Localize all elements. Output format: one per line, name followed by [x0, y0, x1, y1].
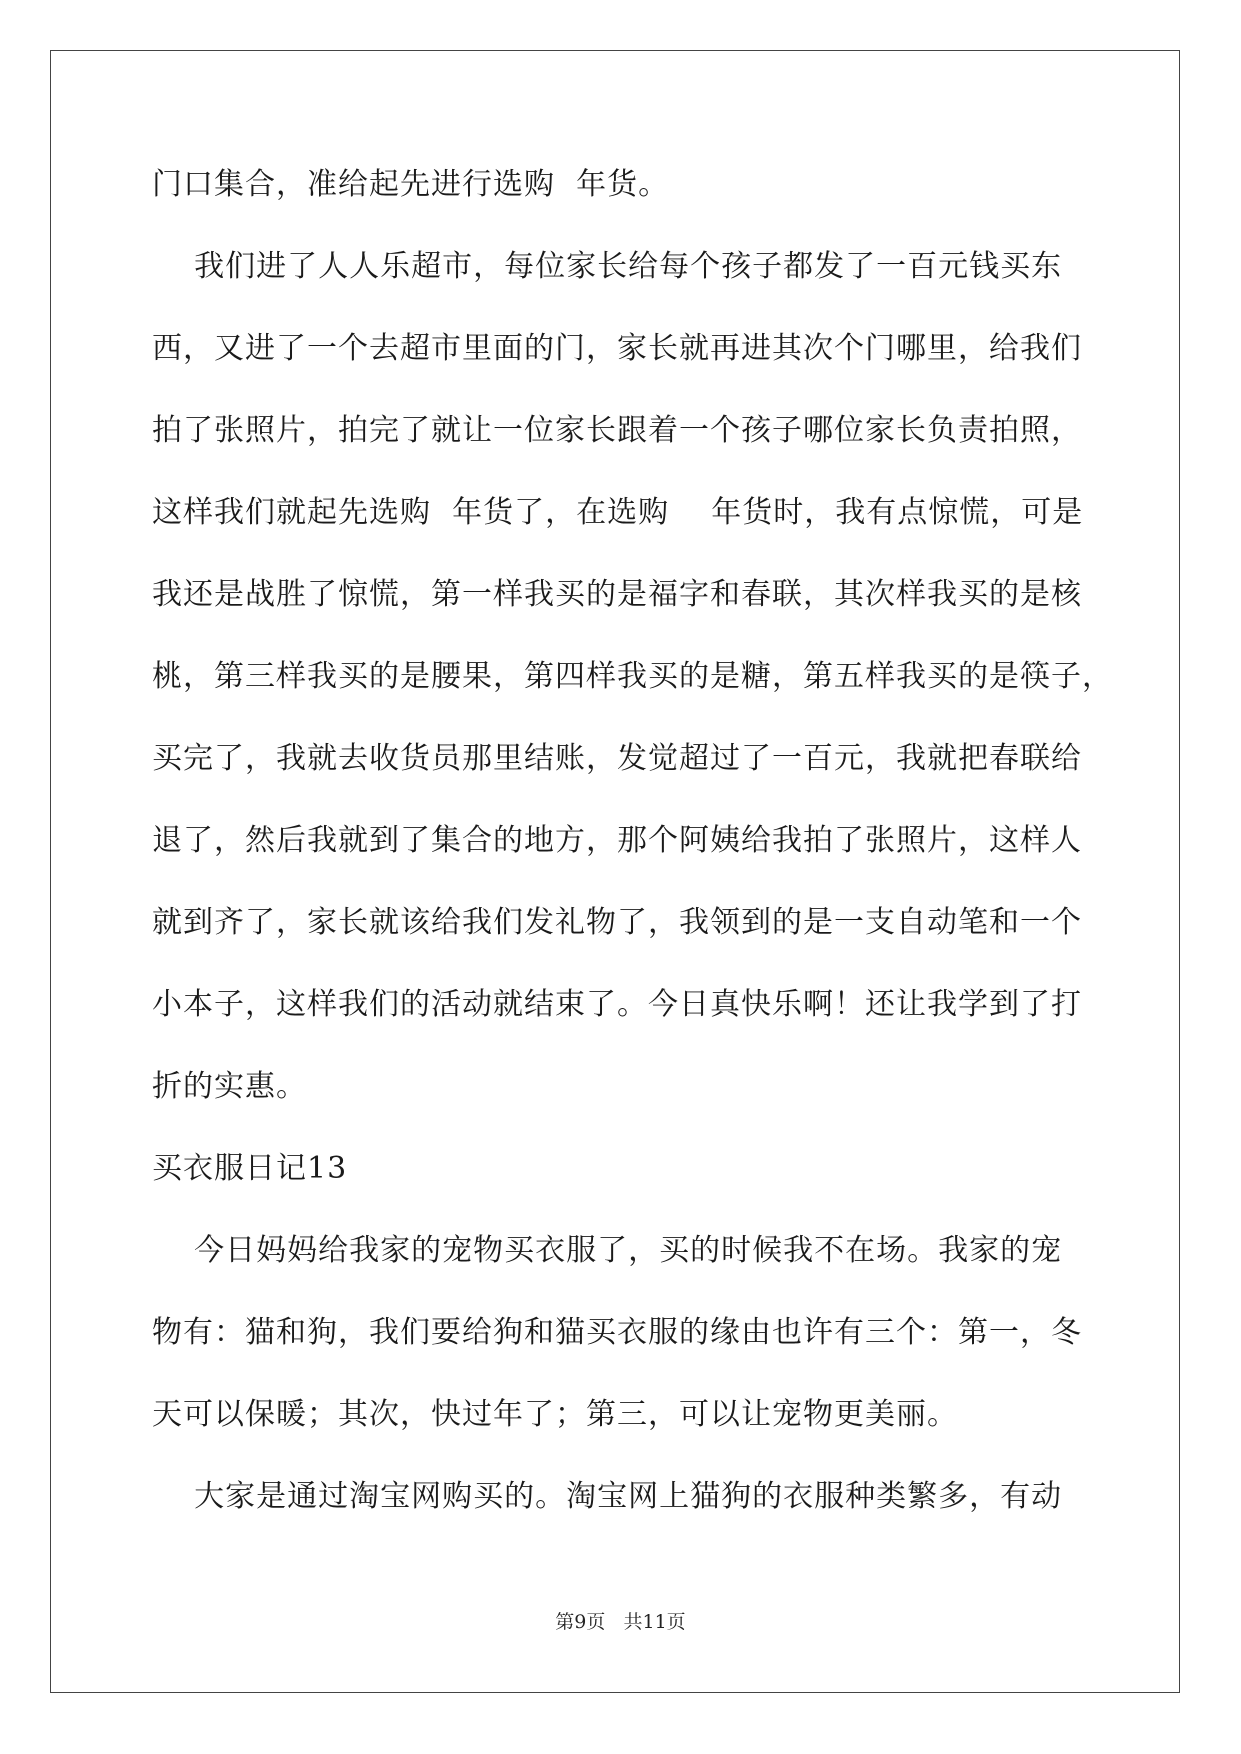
text-line: 门口集合，准给起先进行选购 年货。	[152, 167, 670, 202]
text-line: 拍了张照片，拍完了就让一位家长跟着一个孩子哪位家长负责拍照，	[152, 413, 1082, 448]
text-line: 我们进了人人乐超市，每位家长给每个孩子都发了一百元钱买东	[152, 249, 1063, 284]
text-line: 折的实惠。	[152, 1069, 307, 1104]
text-line: 退了，然后我就到了集合的地方，那个阿姨给我拍了张照片，这样人	[152, 823, 1082, 858]
text-line: 就到齐了，家长就该给我们发礼物了，我领到的是一支自动笔和一个	[152, 905, 1082, 940]
text-line: 西，又进了一个去超市里面的门，家长就再进其次个门哪里，给我们	[152, 331, 1082, 366]
page-number-footer: 第9页 共11页	[555, 1611, 686, 1633]
text-line: 大家是通过淘宝网购买的。淘宝网上猫狗的衣服种类繁多，有动	[152, 1479, 1063, 1514]
text-line: 天可以保暖；其次，快过年了；第三，可以让宠物更美丽。	[152, 1397, 958, 1432]
text-line: 桃，第三样我买的是腰果，第四样我买的是糖，第五样我买的是筷子，	[152, 659, 1113, 694]
text-line: 这样我们就起先选购 年货了，在选购 年货时，我有点惊慌，可是	[152, 495, 1084, 530]
section-heading: 买衣服日记13	[152, 1151, 348, 1186]
text-line: 物有：猫和狗，我们要给狗和猫买衣服的缘由也许有三个：第一，冬	[152, 1315, 1082, 1350]
text-line: 买完了，我就去收货员那里结账，发觉超过了一百元，我就把春联给	[152, 741, 1082, 776]
text-line: 今日妈妈给我家的宠物买衣服了，买的时候我不在场。我家的宠	[152, 1233, 1063, 1268]
text-line: 我还是战胜了惊慌，第一样我买的是福字和春联，其次样我买的是核	[152, 577, 1082, 612]
text-line: 小本子，这样我们的活动就结束了。今日真快乐啊！还让我学到了打	[152, 987, 1082, 1022]
document-body	[152, 160, 1113, 1554]
